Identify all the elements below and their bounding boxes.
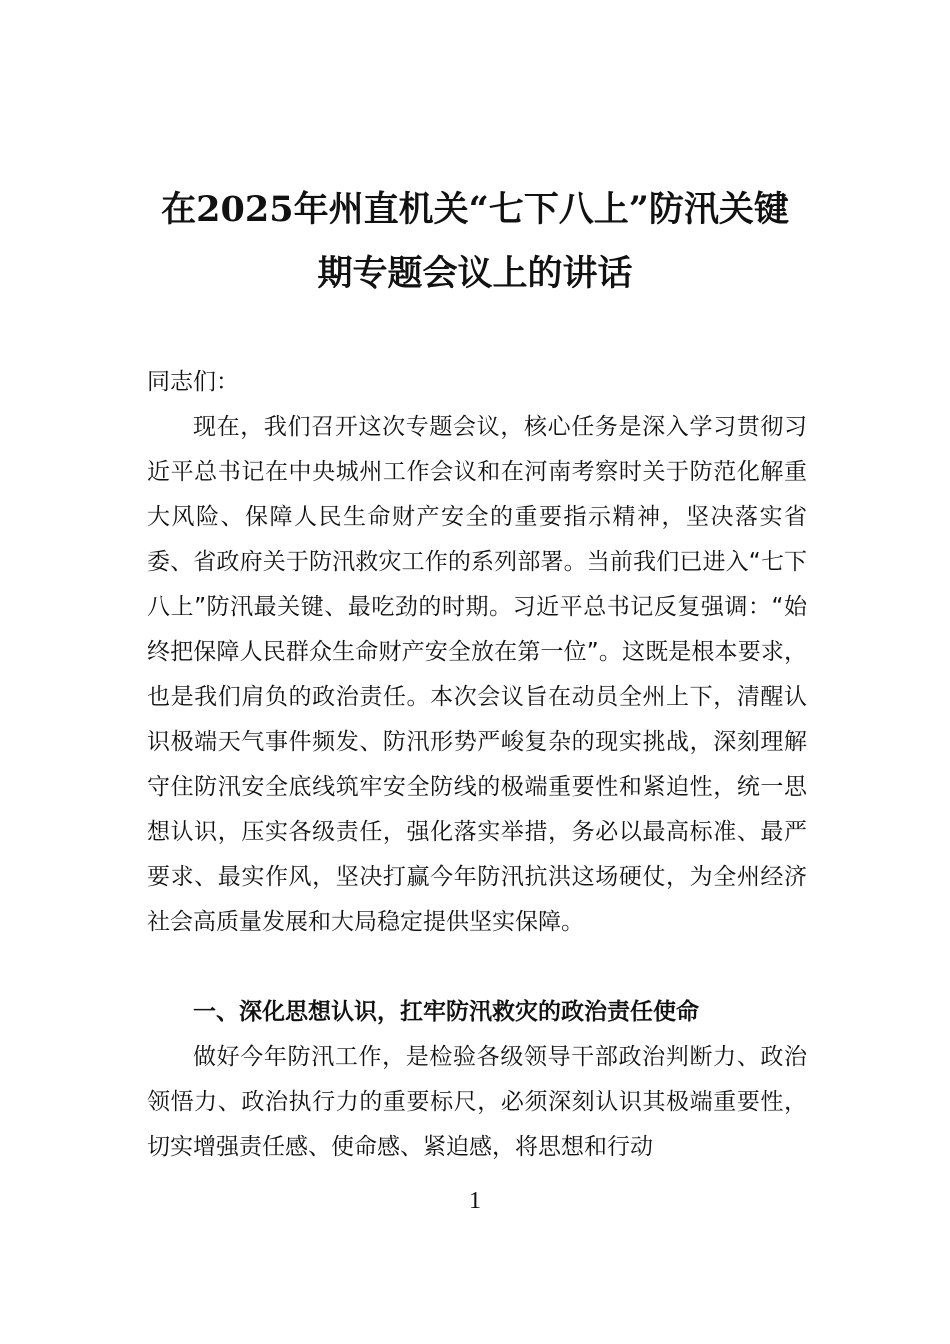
paragraph-intro: 现在，我们召开这次专题会议，核心任务是深入学习贯彻习近平总书记在中央城州工作会议和在河南考察时关于防范化解重大风险、保障人民生命财产安全的重要指示精神，坚决落实省委、省政府关于防汛救灾工作的系列部署。当前我们已进入“七下八上”防汛最关键、最吃劲的时期。习近平总书记反复强调：“始终把保障人民群众生命财产安全放在第一位”。这既是根本要求，也是我们肩负的政治责任。本次会议旨在动员全州上下，清醒认识极端天气事件频发、防汛形势严峻复杂的现实挑战，深刻理解守住防汛安全底线筑牢安全防线的极端重要性和紧迫性，统一思想认识，压实各级责任，强化落实举措，务必以最高标准、最严要求、最实作风，坚决打赢今年防汛抗洪这场硬仗，为全州经济社会高质量发展和大局稳定提供坚实保障。 xyxy=(147,414,807,935)
document-title-line-2: 期专题会议上的讲话 xyxy=(317,253,633,294)
paragraph-section-1: 做好今年防汛工作，是检验各级领导干部政治判断力、政治领悟力、政治执行力的重要标尺，必须深刻认识其极端重要性，切实增强责任感、使命感、紧迫感，将思想和行动 xyxy=(147,1044,807,1160)
page-number: 1 xyxy=(469,1188,481,1214)
salutation: 同志们： xyxy=(147,369,239,395)
section-heading-1: 一、深化思想认识，扛牢防汛救灾的政治责任使命 xyxy=(193,999,699,1025)
document-title-line-1: 在2025年州直机关“七下八上”防汛关键 xyxy=(161,189,789,230)
